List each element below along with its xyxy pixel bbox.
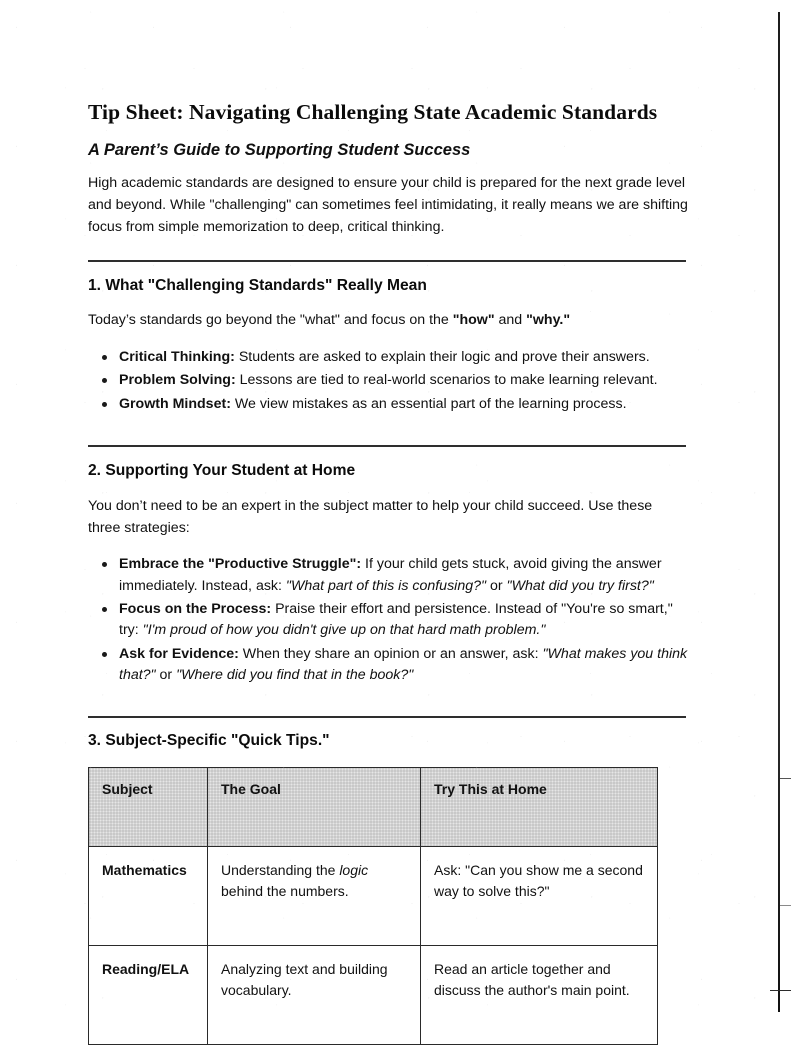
section-1-bullet-list	[88, 347, 688, 415]
bullet-text-2: or	[155, 666, 177, 683]
cell-subject: Reading/ELA	[89, 946, 208, 1045]
cell-try: Ask: "Can you show me a second way to solve this?"	[421, 847, 658, 946]
cell-goal-before: Understanding the	[221, 862, 340, 879]
section-2-lead: You don’t need to be an expert in the subject matter to help your child succeed. Use these three strategies:	[88, 498, 653, 536]
bullet-text-2: or	[486, 577, 507, 594]
bullet-quote-2: "Where did you find that in the book?"	[176, 666, 414, 683]
bullet-term: Problem Solving:	[119, 372, 236, 389]
table-header	[89, 768, 658, 847]
cell-try: Read an article together and discuss the author's main point.	[421, 946, 658, 1045]
table-body	[89, 847, 658, 1045]
scan-page-edge-line	[778, 12, 780, 1012]
bullet-text: Students are asked to explain their logic and prove their answers.	[234, 349, 650, 365]
bullet-term: Embrace the "Productive Struggle":	[119, 556, 362, 573]
section-2-heading: 2. Supporting Your Student at Home	[88, 461, 356, 479]
list-item	[88, 599, 688, 642]
scan-edge-tick	[780, 905, 791, 906]
section-2	[88, 461, 688, 686]
bullet-text-1: When they share an opinion or an answer, ask:	[238, 645, 543, 662]
bullet-term: Growth Mindset:	[119, 395, 231, 412]
bullet-text: We view mistakes as an essential part of the learning process.	[230, 395, 627, 412]
bullet-term: Critical Thinking:	[119, 349, 235, 365]
list-item	[88, 644, 688, 687]
section-1-lead-bold-1: "how"	[452, 312, 495, 329]
scan-edge-tick	[780, 778, 791, 779]
intro-paragraph: High academic standards are designed to ensure your child is prepared for the next grade level and beyond. While "challenging" can sometimes feel intimidating, it really means we are shifting focus from simple memorization to deep, critical thinking.	[88, 175, 688, 235]
document-body	[88, 100, 688, 1045]
cell-goal	[208, 946, 421, 1045]
section-1-lead-prefix: Today’s standards go beyond the "what" and focus on the	[88, 312, 453, 329]
list-item	[88, 394, 688, 415]
list-item	[88, 554, 688, 597]
list-item	[88, 370, 688, 391]
bullet-quote-1: "What makes you think that?"	[119, 645, 688, 683]
table-header-row	[89, 768, 658, 847]
bullet-quote-1: "What part of this is confusing?"	[285, 577, 487, 594]
section-1-lead-bold-2: "why."	[526, 312, 571, 329]
cell-goal-before: Analyzing text and building vocabulary.	[221, 961, 388, 999]
section-3	[88, 731, 688, 1045]
column-header-subject: Subject	[89, 768, 208, 847]
cell-goal	[208, 847, 421, 946]
section-2-bullet-list	[88, 554, 688, 686]
section-3-heading: 3. Subject-Specific "Quick Tips."	[88, 732, 330, 750]
section-1-lead	[88, 310, 688, 332]
bullet-term: Focus on the Process:	[119, 600, 272, 617]
cell-goal-after: behind the numbers.	[221, 883, 349, 900]
column-header-try: Try This at Home	[421, 768, 658, 847]
table-row	[89, 847, 658, 946]
bullet-text-1: Praise their effort and persistence. Instead of "You're so smart," try:	[119, 600, 673, 639]
section-1-heading: 1. What "Challenging Standards" Really Mean	[88, 277, 427, 295]
page-title: Tip Sheet: Navigating Challenging State Academic Standards	[88, 100, 658, 124]
list-item	[88, 347, 688, 368]
column-header-goal: The Goal	[208, 768, 421, 847]
quick-tips-table	[88, 767, 658, 1045]
cell-subject: Mathematics	[89, 847, 208, 946]
section-1-lead-mid: and	[494, 312, 527, 329]
bullet-text-1: If your child gets stuck, avoid giving the answer immediately. Instead, ask:	[119, 556, 662, 594]
bullet-quote-2: "What did you try first?"	[506, 577, 654, 594]
cell-goal-italic: logic	[339, 862, 369, 879]
table-row	[89, 946, 658, 1045]
bullet-quote-1: "I'm proud of how you didn't give up on that hard math problem."	[142, 622, 546, 639]
scan-edge-tick	[770, 990, 791, 991]
bullet-text: Lessons are tied to real-world scenarios to make learning relevant.	[235, 372, 658, 389]
section-1	[88, 276, 688, 415]
page-subtitle: A Parent’s Guide to Supporting Student Success	[88, 140, 471, 159]
bullet-term: Ask for Evidence:	[119, 645, 239, 662]
